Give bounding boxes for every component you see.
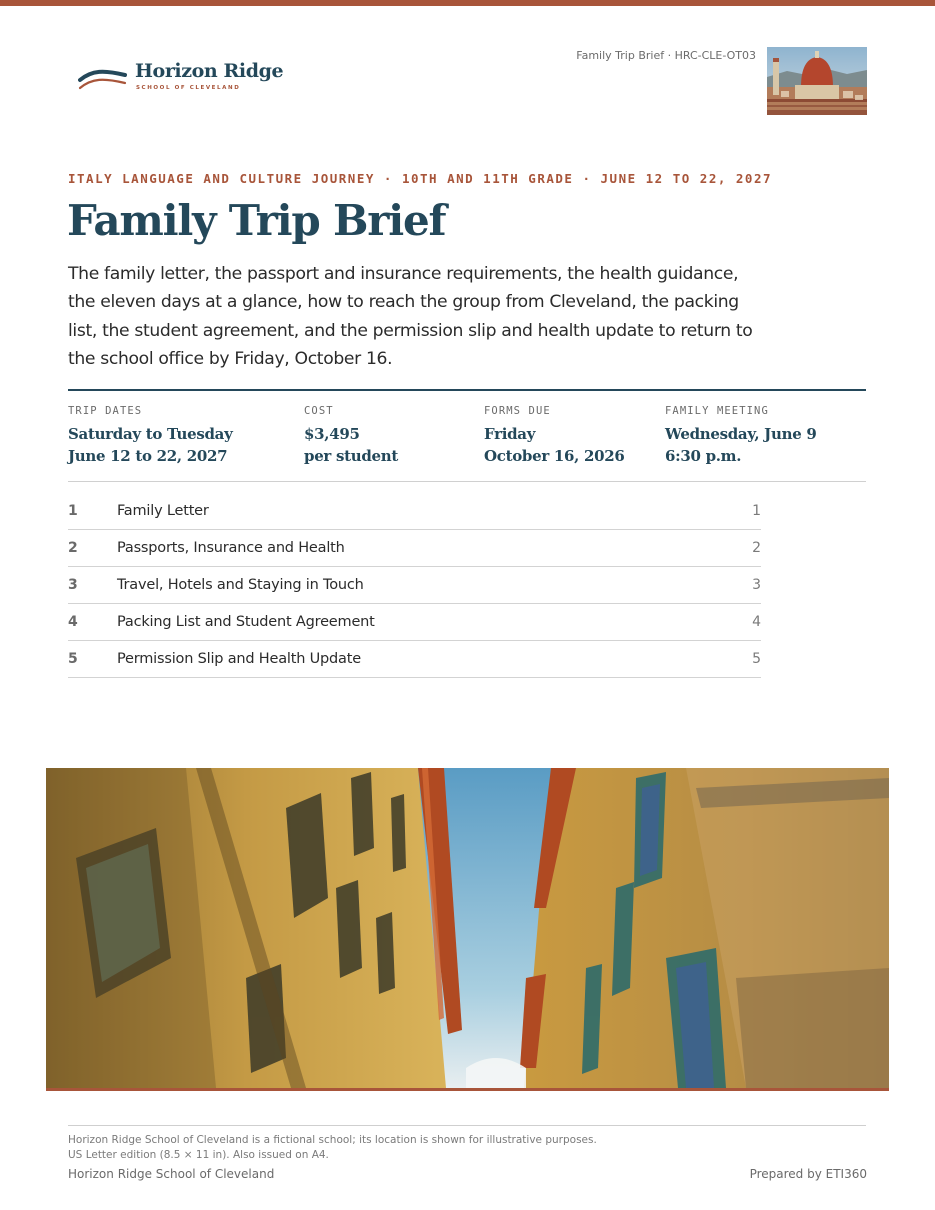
street-photo-image [46, 768, 889, 1091]
toc-page: 1 [752, 503, 761, 519]
toc-row-travel[interactable] [68, 568, 761, 604]
fact-value [304, 423, 398, 467]
table-of-contents [68, 494, 761, 679]
fact-value-line: Saturday to Tuesday [68, 425, 233, 443]
toc-number: 5 [68, 651, 78, 667]
fact-family-meeting [665, 405, 817, 467]
logo-subtitle: SCHOOL OF CLEVELAND [136, 85, 241, 91]
toc-row-passports[interactable] [68, 531, 761, 567]
fact-value-line: per student [304, 447, 399, 465]
fact-value-line: Friday [484, 425, 536, 443]
footer-divider [68, 1125, 866, 1126]
fact-label: FORMS DUE [484, 405, 551, 417]
logo-name: Horizon Ridge [135, 60, 284, 82]
edition-line: US Letter edition (8.5 × 11 in). Also issued on A4. [68, 1149, 329, 1161]
fact-label: TRIP DATES [68, 405, 143, 417]
fact-cost [304, 405, 398, 467]
toc-number: 1 [68, 503, 78, 519]
footer-prepared-by: Prepared by ETI360 [749, 1167, 867, 1181]
fact-forms-due [484, 405, 625, 467]
toc-number: 4 [68, 614, 78, 630]
fact-value [665, 423, 817, 467]
fact-label: FAMILY MEETING [665, 405, 769, 417]
toc-page: 2 [752, 540, 761, 556]
footer-disclaimer [68, 1133, 597, 1163]
toc-title: Permission Slip and Health Update [117, 651, 361, 667]
toc-page: 4 [752, 614, 761, 630]
fact-value [484, 423, 625, 467]
disclaimer-line: Horizon Ridge School of Cleveland is a fictional school; its location is shown for illustrative purposes. [68, 1134, 597, 1146]
fact-value-line: October 16, 2026 [484, 447, 625, 465]
page-title: Family Trip Brief [67, 196, 446, 245]
school-logo [78, 58, 284, 98]
toc-row-packing[interactable] [68, 605, 761, 641]
trip-eyebrow: ITALY LANGUAGE AND CULTURE JOURNEY · 10TH AND 11TH GRADE · JUNE 12 TO 22, 2027 [68, 171, 772, 186]
toc-page: 5 [752, 651, 761, 667]
footer-school-name: Horizon Ridge School of Cleveland [68, 1167, 275, 1181]
fact-value-line: 6:30 p.m. [665, 447, 742, 465]
toc-title: Travel, Hotels and Staying in Touch [117, 577, 364, 593]
fact-value [68, 423, 233, 467]
fact-trip-dates [68, 405, 233, 467]
fact-value-line: Wednesday, June 9 [665, 425, 817, 443]
wave-logo-icon [78, 66, 128, 92]
cathedral-thumbnail-image [767, 47, 867, 115]
toc-row-family-letter[interactable] [68, 494, 761, 530]
document-code: Family Trip Brief · HRC-CLE-OT03 [576, 49, 756, 62]
fact-label: COST [304, 405, 334, 417]
toc-page: 3 [752, 577, 761, 593]
key-facts [68, 389, 866, 482]
toc-number: 3 [68, 577, 78, 593]
toc-title: Family Letter [117, 503, 209, 519]
intro-paragraph: The family letter, the passport and insurance requirements, the health guidance, the eleven days at a glance, how to reach the group from Cleveland, the packing list, the student agreement, and the permission slip and health update to return to the school office by Friday, October 16. [68, 264, 753, 369]
toc-title: Passports, Insurance and Health [117, 540, 345, 556]
toc-number: 2 [68, 540, 78, 556]
toc-title: Packing List and Student Agreement [117, 614, 375, 630]
top-accent-bar [0, 0, 935, 6]
fact-value-line: $3,495 [304, 425, 360, 443]
fact-value-line: June 12 to 22, 2027 [68, 447, 228, 465]
toc-row-permission-slip[interactable] [68, 642, 761, 678]
